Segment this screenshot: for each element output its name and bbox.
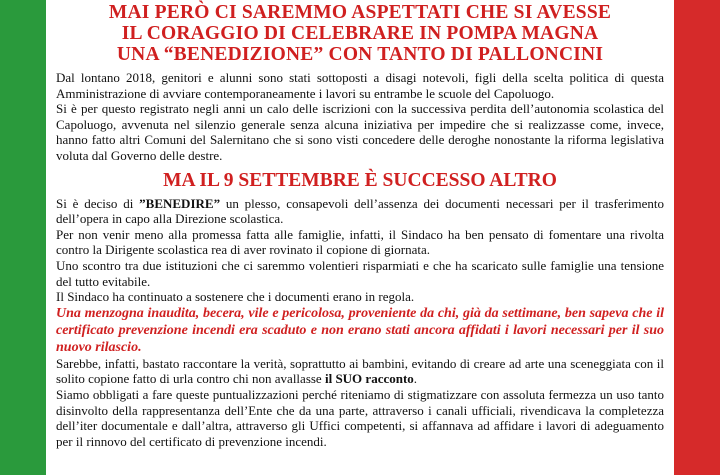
paragraph-sindaco: Il Sindaco ha continuato a sostenere che i documenti erano in regola.	[56, 289, 415, 305]
paragraph-puntualizzazioni: Siamo obbligati a fare queste puntualizzazioni perché riteniamo di stigmatizzare con assoluta fermezza un uso tanto disinvolto della rappresentanza dell’Ente che da una parte, attraverso i canali ufficiali, rivendicava la completezza dell’iter documentale e dall’altra, attraverso gli Uffici competenti, si affannava ad affidare i lavori di adeguamento per il rinnovo del certificato di prevenzione incendi.	[56, 386, 664, 449]
paragraph-iscrizioni: Si è per questo registrato negli anni un calo delle iscrizioni con la successiva perdita dell’autonomia scolastica del Capoluogo, avvenuta nel silenzio generale senza alcuna iniziativa per impedire che si realizzasse come, invece, hanno fatto altri Comuni del Salernitano che si sono visti concedere delle deroghe nonostante la riforma legislativa voluta dal Governo delle destre.	[56, 101, 664, 163]
benedire-text-a: Si è deciso di	[56, 195, 140, 211]
headline	[56, 2, 664, 65]
verita-bold: il SUO racconto	[324, 371, 414, 387]
subheading: MA IL 9 SETTEMBRE È SUCCESSO ALTRO	[163, 169, 557, 191]
verita-text-c: .	[413, 371, 418, 387]
paragraph-disagi: Dal lontano 2018, genitori e alunni sono stati sottoposti a disagi notevoli, figli della scelta politica di questa Amministrazione di avviare contemporaneamente i lavori su entrambe le scuole del Capoluogo.	[56, 70, 664, 101]
document-body	[56, 0, 664, 475]
verita-text-a: Sarebbe, infatti, bastato raccontare la verità, soprattutto ai bambini, evitando di creare ad arte una sceneggiata con il solito copione fatto di urla contro chi non avallasse	[56, 355, 664, 387]
headline-line-3: UNA “BENEDIZIONE” CON TANTO DI PALLONCINI	[116, 44, 604, 65]
benedire-bold: ”BENEDIRE”	[139, 195, 221, 211]
red-flag-band	[674, 0, 720, 475]
headline-line-1: MAI PERÒ CI SAREMMO ASPETTATI CHE SI AVESSE	[108, 2, 612, 23]
green-flag-band	[0, 0, 46, 475]
benedire-text-c: un plesso, consapevoli dell’assenza dei documenti necessari per il trasferimento dell’opera in capo alla Direzione scolastica.	[56, 195, 665, 227]
paragraph-benedire	[56, 196, 664, 227]
paragraph-menzogna: Una menzogna inaudita, becera, vile e pericolosa, proveniente da chi, già da settimane, ben sapeva che il certificato prevenzione incendi era scaduto e non erano stati ancora affidati i lavori necessari per il suo nuovo rilascio.	[56, 305, 664, 355]
paragraph-promessa: Per non venir meno alla promessa fatta alle famiglie, infatti, il Sindaco ha ben pensato di fomentare una rivolta contro la Dirigente scolastica rea di aver rovinato il copione di giornata.	[56, 226, 664, 258]
paragraph-scontro: Uno scontro tra due istituzioni che ci saremmo volentieri risparmiati e che ha scaricato sulle famiglie una tensione del tutto evitabile.	[56, 257, 664, 289]
headline-line-2: IL CORAGGIO DI CELEBRARE IN POMPA MAGNA	[121, 23, 599, 44]
paragraph-verita	[56, 356, 664, 387]
